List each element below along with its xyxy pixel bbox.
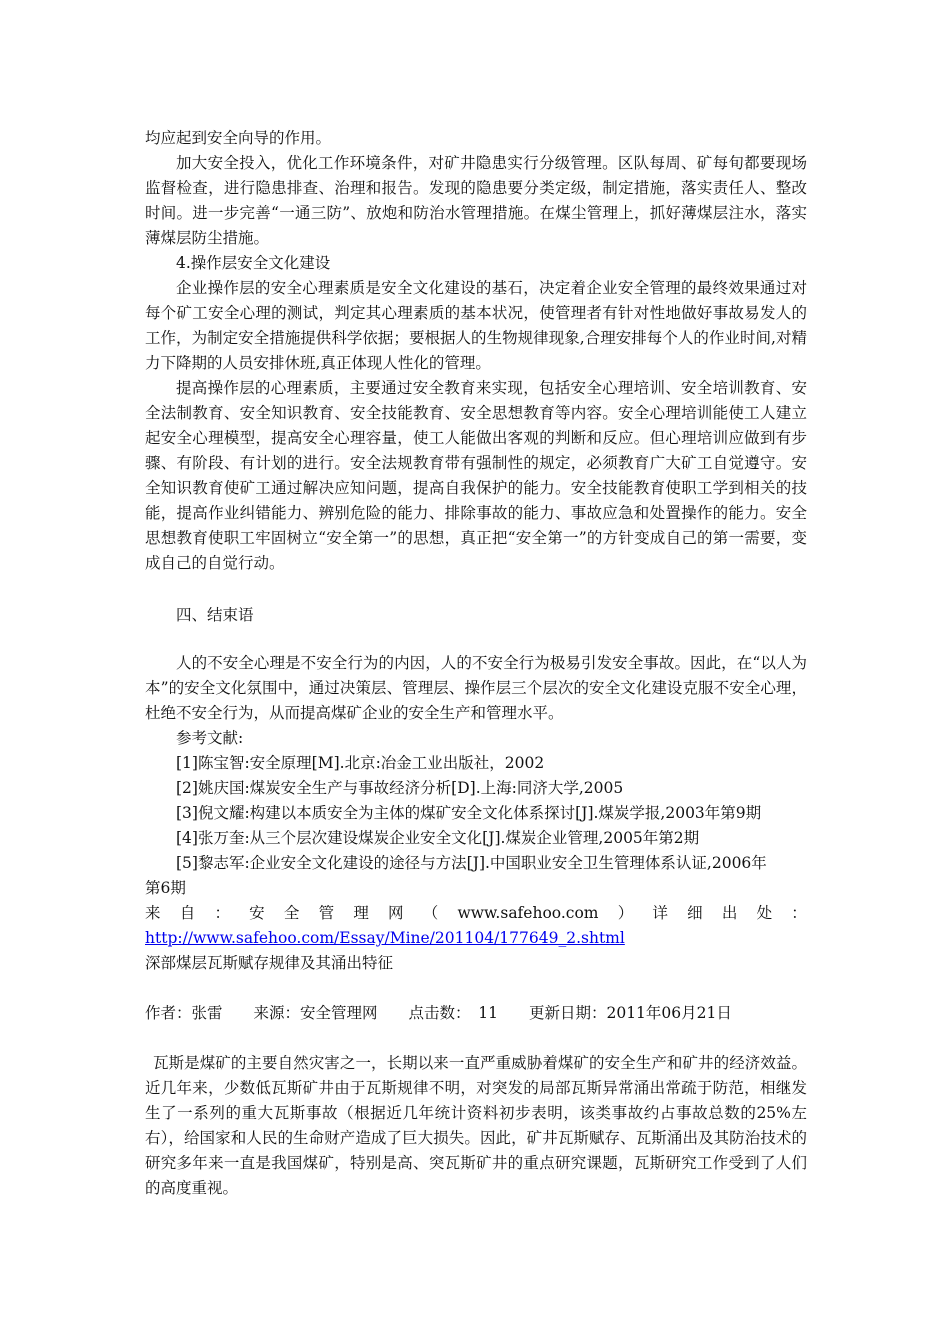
paragraph-safety-guidance: 均应起到安全向导的作用。 bbox=[145, 129, 332, 147]
source-char: 管 bbox=[318, 904, 335, 922]
source-line bbox=[145, 901, 807, 926]
references-title: 参考文献: bbox=[176, 729, 244, 747]
source-char: 出 bbox=[721, 904, 738, 922]
source-char: ） bbox=[617, 904, 634, 922]
reference-item: [5]黎志军:企业安全文化建设的途径与方法[J].中国职业安全卫生管理体系认证,2006年 bbox=[176, 854, 767, 872]
source-char: 处 bbox=[756, 904, 773, 922]
source-char: ： bbox=[214, 904, 230, 922]
source-char: 来 bbox=[145, 904, 161, 922]
source-char: 全 bbox=[283, 904, 300, 922]
reference-item-continuation: 第6期 bbox=[145, 879, 186, 897]
section-heading-operation-layer: 4.操作层安全文化建设 bbox=[176, 254, 331, 272]
source-url-link[interactable]: http://www.safehoo.com/Essay/Mine/201104/177649_2.shtml bbox=[145, 929, 625, 947]
paragraph-safety-investment: 加大安全投入，优化工作环境条件，对矿井隐患实行分级管理。区队每周、矿每旬都要现场监督检查，进行隐患排查、治理和报告。发现的隐患要分类定级，制定措施，落实责任人、整改时间。进一步完善“一通三防”、放炮和防治水管理措施。在煤尘管理上，抓好薄煤层注水，落实薄煤层防尘措施。 bbox=[145, 154, 807, 247]
source-char: 详 bbox=[652, 904, 668, 922]
source-char: 理 bbox=[353, 904, 369, 922]
source-char: ： bbox=[791, 904, 807, 922]
paragraph-safety-education: 提高操作层的心理素质，主要通过安全教育来实现，包括安全心理培训、安全培训教育、安全法制教育、安全知识教育、安全技能教育、安全思想教育等内容。安全心理培训能使工人建立起安全心理模型，提高安全心理容量，使工人能做出客观的判断和反应。但心理培训应做到有步骤、有阶段、有计划的进行。安全法规教育带有强制性的规定，必须教育广大矿工自觉遵守。安全知识教育使矿工通过解决应知问题，提高自我保护的能力。安全技能教育使职工学到相关的技能，提高作业纠错能力、辨别危险的能力、排除事故的能力、事故应急和处置操作的能力。安全思想教育使职工牢固树立“安全第一”的思想，真正把“安全第一”的方针变成自己的第一需要，变成自己的自觉行动。 bbox=[145, 379, 807, 572]
paragraph-conclusion: 人的不安全心理是不安全行为的内因，人的不安全行为极易引发安全事故。因此，在“以人为本”的安全文化氛围中，通过决策层、管理层、操作层三个层次的安全文化建设克服不安全心理，杜绝不安全行为，从而提高煤矿企业的安全生产和管理水平。 bbox=[145, 654, 807, 722]
article-title: 深部煤层瓦斯赋存规律及其涌出特征 bbox=[145, 954, 394, 972]
source-char: 细 bbox=[687, 904, 703, 922]
source-char: 网 bbox=[388, 904, 404, 922]
reference-item: [3]倪文耀:构建以本质安全为主体的煤矿安全文化体系探讨[J].煤炭学报,2003年第9期 bbox=[176, 804, 762, 822]
reference-item: [2]姚庆国:煤炭安全生产与事故经济分析[D].上海:同济大学,2005 bbox=[176, 779, 624, 797]
reference-item: [4]张万奎:从三个层次建设煤炭企业安全文化[J].煤炭企业管理,2005年第2期 bbox=[176, 829, 700, 847]
source-char: 安 bbox=[249, 904, 265, 922]
section-heading-conclusion: 四、结束语 bbox=[176, 606, 254, 624]
paragraph-operation-psychology: 企业操作层的安全心理素质是安全文化建设的基石，决定着企业安全管理的最终效果通过对每个矿工安全心理的测试，判定其心理素质的基本状况，使管理者有针对性地做好事故易发人的工作，为制定安全措施提供科学依据；要根据人的生物规律现象,合理安排每个人的作业时间,对精力下降期的人员安排休班,真正体现人性化的管理。 bbox=[145, 279, 807, 372]
source-url-line bbox=[145, 926, 807, 951]
article-meta: 作者：张雷 来源：安全管理网 点击数： 11 更新日期：2011年06月21日 bbox=[145, 1004, 732, 1022]
source-site-domain: www.safehoo.com bbox=[457, 904, 599, 922]
reference-item: [1]陈宝智:安全原理[M].北京:冶金工业出版社，2002 bbox=[176, 754, 545, 772]
source-char: 自 bbox=[179, 904, 196, 922]
paragraph-gas-intro: 瓦斯是煤矿的主要自然灾害之一，长期以来一直严重威胁着煤矿的安全生产和矿井的经济效益。近几年来，少数低瓦斯矿井由于瓦斯规律不明，对突发的局部瓦斯异常涌出常疏于防范，相继发生了一系列的重大瓦斯事故（根据近几年统计资料初步表明，该类事故约占事故总数的25%左右），给国家和人民的生命财产造成了巨大损失。因此，矿井瓦斯赋存、瓦斯涌出及其防治技术的研究多年来一直是我国煤矿，特别是高、突瓦斯矿井的重点研究课题，瓦斯研究工作受到了人们的高度重视。 bbox=[145, 1054, 807, 1197]
source-char: （ bbox=[422, 904, 439, 922]
